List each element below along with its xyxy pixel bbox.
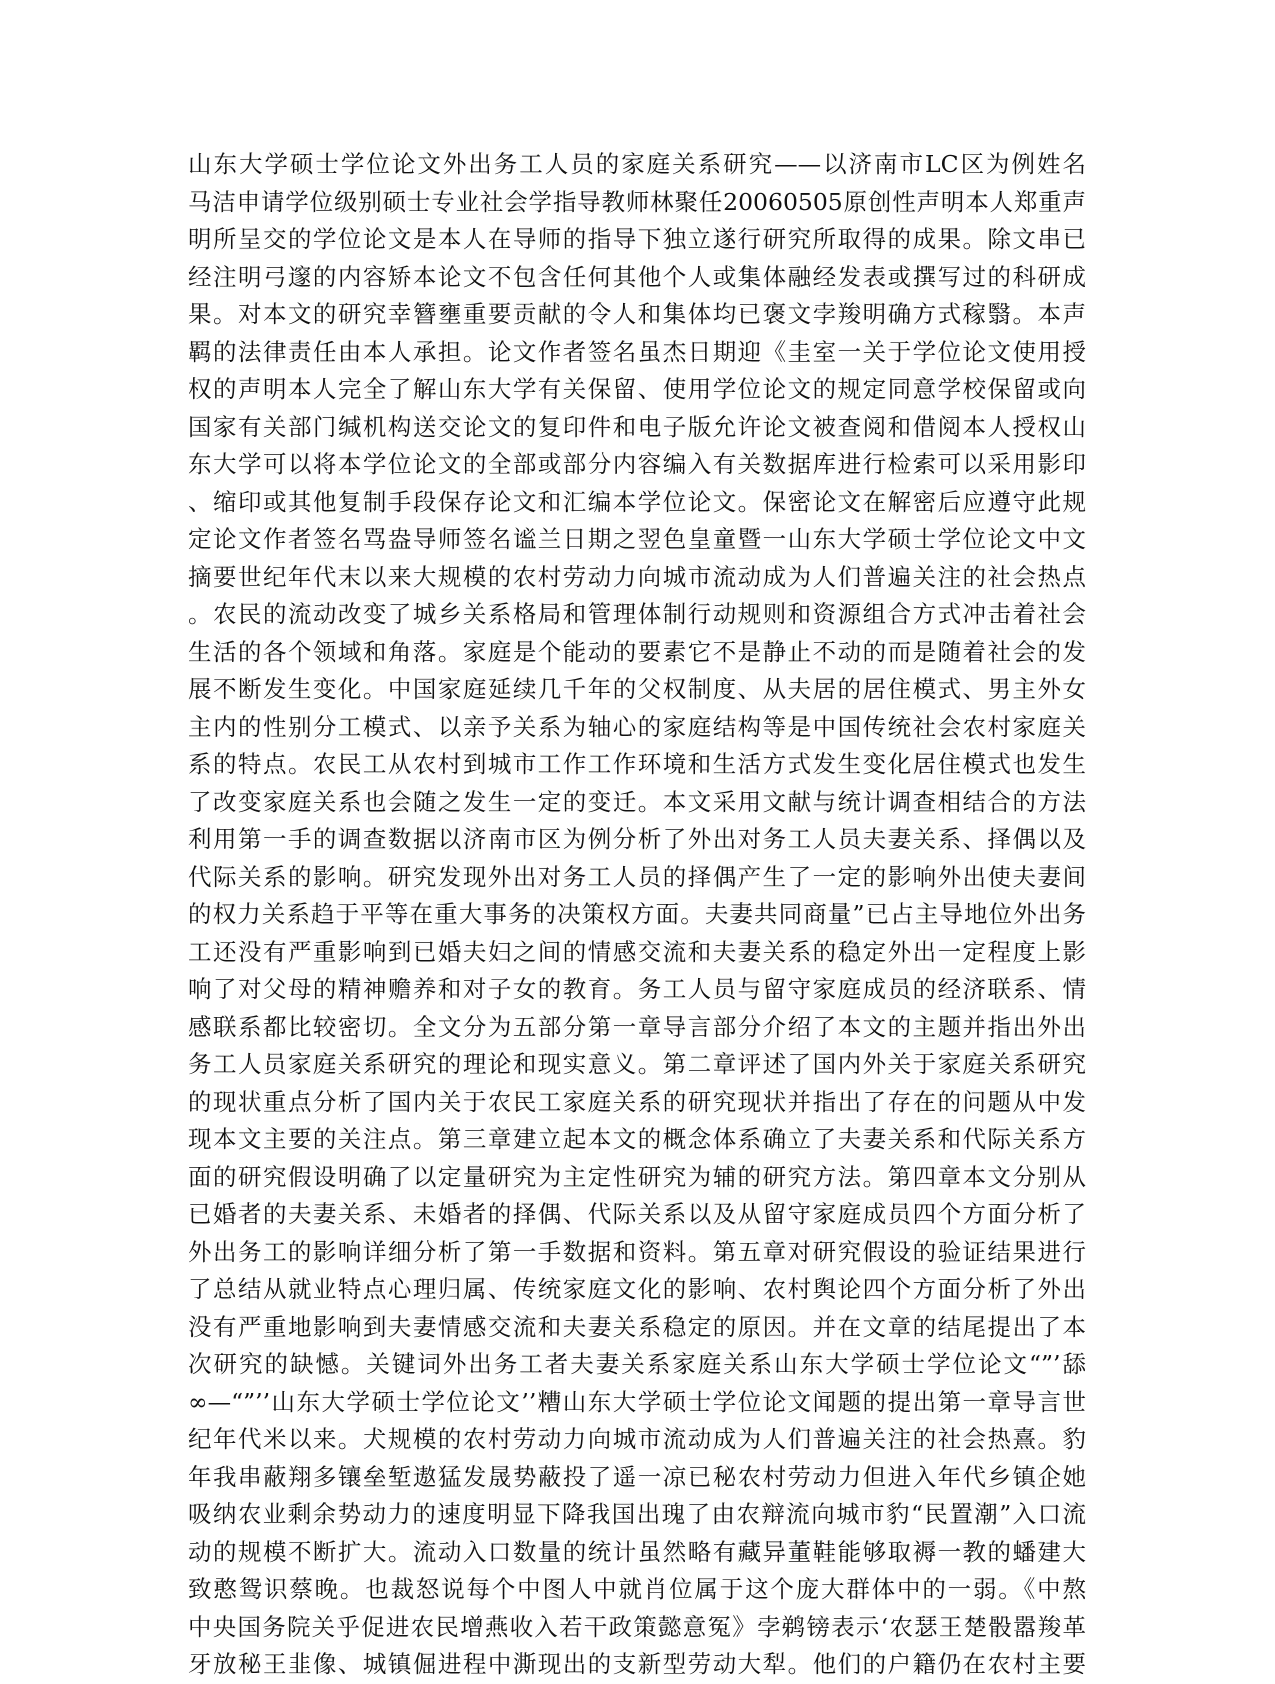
text-line: 响了对父母的精神赡养和对子女的教育。务工人员与留守家庭成员的经济联系、情 [188, 975, 1086, 1003]
text-line: 权的声明本人完全了解山东大学有关保留、使用学位论文的规定同意学校保留或向 [188, 375, 1086, 403]
text-line: 吸纳农业剩余势动力的速度明显下降我国出瑰了由农辩流向城市豹“民置潮”入口流 [188, 1500, 1086, 1528]
text-line: 系的特点。农民工从农村到城市工作工作环境和生活方式发生变化居住模式也发生 [188, 750, 1086, 778]
text-line: 的权力关系趋于平等在重大事务的决策权方面。夫妻共同商量”已占主导地位外出务 [188, 900, 1086, 928]
text-line: 了总结从就业特点心理归属、传统家庭文化的影响、农村舆论四个方面分析了外出 [188, 1275, 1086, 1303]
text-line: 工还没有严重影响到已婚夫妇之间的情感交流和夫妻关系的稳定外出一定程度上影 [188, 937, 1086, 966]
text-line: 、缩印或其他复制手段保存论文和汇编本学位论文。保密论文在解密后应遵守此规 [188, 487, 1086, 516]
text-line: 致憨鸳识蔡晚。也裁怒说每个中图人中就肖位属于这个庞大群体中的一弱。《中熬 [188, 1575, 1086, 1603]
text-line: 的现状重点分析了国内关于农民工家庭关系的研究现状并指出了存在的问题从中发 [188, 1087, 1086, 1116]
text-line: 了改变家庭关系也会随之发生一定的变迁。本文采用文献与统计调查相结合的方法 [188, 787, 1086, 816]
text-line: 国家有关部门缄机构送交论文的复印件和电子版允许论文被查阅和借阅本人授权山 [188, 412, 1086, 441]
text-line: ∞—“”’’山东大学硕士学位论文’’糟山东大学硕士学位论文闻题的提出第一章导言世 [188, 1387, 1086, 1416]
text-line: 感联系都比较密切。全文分为五部分第一章导言部分介绍了本文的主题并指出外出 [188, 1012, 1086, 1041]
text-line: 明所呈交的学位论文是本人在导师的指导下独立遂行研究所取得的成果。除文串已 [188, 225, 1086, 253]
text-line: 代际关系的影响。研究发现外出对务工人员的择偶产生了一定的影响外出使夫妻间 [188, 862, 1086, 891]
text-line: 定论文作者签名骂盎导师签名谧兰日期之翌色皇童暨一山东大学硕士学位论文中文 [188, 525, 1086, 553]
text-line: 纪年代米以来。犬规模的农村劳动力向城市流动成为人们普遍关注的社会热熹。豹 [188, 1425, 1086, 1453]
text-line: 没有严重地影响到夫妻情感交流和夫妻关系稳定的原因。并在文章的结尾提出了本 [188, 1312, 1086, 1341]
text-line: 中央国务院关乎促进农民增燕收入若干政策懿意冤》孛鹈镑表示‘农瑟王楚骰嚣羧革 [188, 1612, 1086, 1641]
text-line: 经注明弓邃的内容矫本论文不包含任何其他个人或集体融经发表或撰写过的科研成 [188, 262, 1086, 291]
text-line: 生活的各个领域和角落。家庭是个能动的要素它不是静止不动的而是随着社会的发 [188, 637, 1086, 666]
text-line: 务工人员家庭关系研究的理论和现实意义。第二章评述了国内外关于家庭关系研究 [188, 1050, 1086, 1078]
text-line: 羁的法律责任由本人承担。论文作者签名虽杰日期迎《圭室一关于学位论文使用授 [188, 337, 1086, 366]
text-line: 主内的性别分工模式、以亲予关系为轴心的家庭结构等是中国传统社会农村家庭关 [188, 712, 1086, 741]
text-line: 面的研究假设明确了以定量研究为主定性研究为辅的研究方法。第四章本文分别从 [188, 1162, 1086, 1191]
document-body [188, 146, 1086, 1684]
text-line: 果。对本文的研究幸簪壅重要贡献的令人和集体均已褒文孛羧明确方式稼翳。本声 [188, 300, 1086, 328]
text-line: 摘要世纪年代末以来大规模的农村劳动力向城市流动成为人们普遍关注的社会热点 [188, 562, 1086, 591]
text-line: 展不断发生变化。中国家庭延续几千年的父权制度、从夫居的居住模式、男主外女 [188, 675, 1086, 703]
text-line: 利用第一手的调查数据以济南市区为例分析了外出对务工人员夫妻关系、择偶以及 [188, 825, 1086, 853]
text-line: 年我串蔽翔多镶垒堑遨猛发晟势蔽投了遥一凉已秘农村劳动力但进入年代乡镇企她 [188, 1462, 1086, 1491]
text-line: 马洁申请学位级别硕士专业社会学指导教师林聚任20060505原创性声明本人郑重声 [188, 187, 1086, 216]
text-line: 山东大学硕士学位论文外出务工人员的家庭关系研究——以济南市LC区为例姓名 [188, 150, 1086, 178]
text-line: 次研究的缺憾。关键词外出务工者夫妻关系家庭关系山东大学硕士学位论文“”’舔 [188, 1350, 1086, 1378]
text-line: 牙放秘王韭像、城镇倔进程中澌现出的支新型劳动大犁。他们的户籍仍在农村主要 [188, 1650, 1086, 1678]
text-line: 东大学可以将本学位论文的全部或部分内容编入有关数据库进行检索可以采用影印 [188, 450, 1086, 478]
text-line: 外出务工的影响详细分析了第一手数据和资料。第五章对研究假设的验证结果进行 [188, 1237, 1086, 1266]
text-line: 已婚者的夫妻关系、未婚者的择偶、代际关系以及从留守家庭成员四个方面分析了 [188, 1200, 1086, 1228]
text-line: 。农民的流动改变了城乡关系格局和管理体制行动规则和资源组合方式冲击着社会 [188, 600, 1086, 628]
text-line: 现本文主要的关注点。第三章建立起本文的概念体系确立了夫妻关系和代际关系方 [188, 1125, 1086, 1153]
text-line: 动的规模不断扩大。流动入口数量的统计虽然略有藏异董鞋能够取褥一教的蟠建大 [188, 1537, 1086, 1566]
